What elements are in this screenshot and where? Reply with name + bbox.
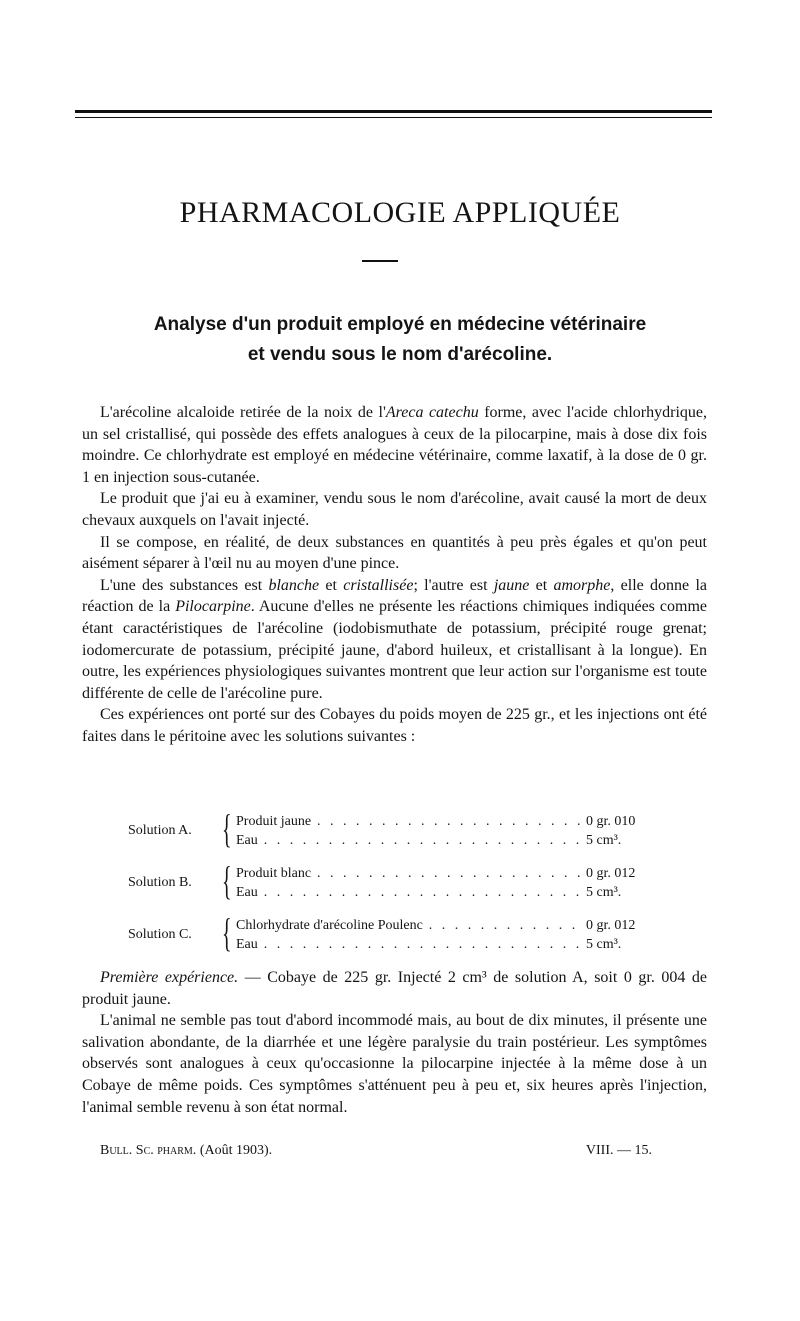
experiment-paragraph-2: L'animal ne semble pas tout d'abord incommodé mais, au bout de dix minutes, il présente une salivation abondante, de la diarrhée et une légère paralysie du train postérieur. Les symptômes observés sont analogues à ceux qu'occasionne la pilocarpine injectée à la même dose à un Cobaye de même poids. Ces symptômes s'atténuent peu à peu et, six heures après l'injection, l'animal semble revenu à son état normal. [82,1012,707,1116]
text-run: L'arécoline alcaloide retirée de la noix de l' [100,404,386,421]
ingredient-amount: 0 gr. 012 [586,918,636,933]
footer-sheet: VIII. — 15. [585,1143,652,1158]
solution-name: Solution A. [128,823,192,838]
top-rule-thin [75,117,712,118]
paragraph-5: Ces expériences ont porté sur des Cobayes du poids moyen de 225 gr., et les injections ont été faites dans le péritoine avec les solutions suivantes : [82,706,707,745]
brace-icon: { [222,858,232,903]
experiment-heading: Première expérience. [100,969,239,986]
ingredient-label: Eau [236,833,258,848]
ingredient-label: Chlorhydrate d'arécoline Poulenc [236,918,423,933]
ingredient-amount: 0 gr. 012 [586,866,636,881]
ingredient-label: Produit blanc [236,866,312,881]
solution-c [128,910,658,955]
solution-row [236,831,658,850]
italic-run: Pilocarpine [175,598,251,616]
section-heading: PHARMACOLOGIE APPLIQUÉE [179,196,621,229]
text-run: et [529,576,554,594]
italic-run: Areca catechu [385,404,479,421]
brace-icon: { [222,910,232,955]
ingredient-amount: 5 cm³. [586,885,622,900]
leader-dots [264,935,580,954]
solution-row [236,864,658,883]
text-run: , elle donne la réaction de la [82,576,707,616]
solution-name: Solution C. [128,927,192,942]
brace-icon: { [222,806,232,851]
ingredient-amount: 0 gr. 010 [586,814,636,829]
solution-b [128,858,658,903]
ingredient-label: Eau [236,885,258,900]
article-title [0,310,800,370]
ingredient-amount: 5 cm³. [586,833,622,848]
footer-date: (Août 1903). [199,1143,273,1158]
text-run: . Aucune d'elles ne présente les réactions chimiques indiquées comme étant caractéristiques de l'arécoline (iodobismuthate de potassium, précipité rouge grenat; iodomercurate de potassium, précipité jaune, d'abord huileux, et cristallisant à la longue). En outre, les expériences physiologiques suivantes montrent que leur action sur l'organisme est toute différente de celle de l'arécoline pure. [82,598,708,702]
italic-run: blanche [268,576,320,594]
heading-dash [362,260,398,262]
text-run: L'une des substances est [100,576,269,594]
body-text [82,402,707,748]
solution-row [236,935,658,954]
text-run: et [319,576,344,594]
paragraph-1 [82,402,707,488]
text-run: — Cobaye de 225 gr. Injecté 2 cm³ de solution A, soit 0 gr. 004 de produit jaune. [82,969,708,1008]
leader-dots [317,864,580,883]
ingredient-label: Produit jaune [236,814,312,829]
footer-journal: Bull. Sc. pharm. [100,1143,197,1158]
paragraph-3: Il se compose, en réalité, de deux substances en quantités à peu près égales et qu'on peut aisément séparer à l'œil nu au moyen d'une pince. [82,533,707,573]
solution-a [128,806,658,851]
leader-dots [429,916,580,935]
solution-row [236,812,658,831]
solutions-table [128,806,658,968]
paragraph-4 [82,575,707,705]
ingredient-amount: 5 cm³. [586,937,622,952]
leader-dots [264,883,580,902]
text-run: forme, avec l'acide chlorhydrique, un sel cristallisé, qui possède des effets analogues à ceux de la pilocarpine, mais à dose dix fois moindre. Ce chlorhydrate est employé en médecine vétérinaire, comme laxatif, à la dose de 0 gr. 1 en injection sous-cutanée. [82,404,708,486]
italic-run: jaune [493,576,530,594]
solution-name: Solution B. [128,875,192,890]
top-rule-thick [75,110,712,113]
italic-run: amorphe [553,576,611,594]
article-title-line1: Analyse d'un produit employé en médecine vétérinaire [153,314,647,335]
experiment-paragraph-1 [82,967,707,1010]
solution-row [236,883,658,902]
article-title-line2: et vendu sous le nom d'arécoline. [247,344,553,365]
ingredient-label: Eau [236,937,258,952]
leader-dots [264,831,580,850]
leader-dots [317,812,580,831]
solution-row [236,916,658,935]
text-run: ; l'autre est [413,576,494,594]
paragraph-2: Le produit que j'ai eu à examiner, vendu sous le nom d'arécoline, avait causé la mort de deux chevaux auxquels on l'avait injecté. [82,490,707,529]
experiment-text [82,967,707,1118]
italic-run: cristallisée [343,576,414,594]
page-footer [100,1143,652,1159]
footer-citation [100,1143,272,1159]
